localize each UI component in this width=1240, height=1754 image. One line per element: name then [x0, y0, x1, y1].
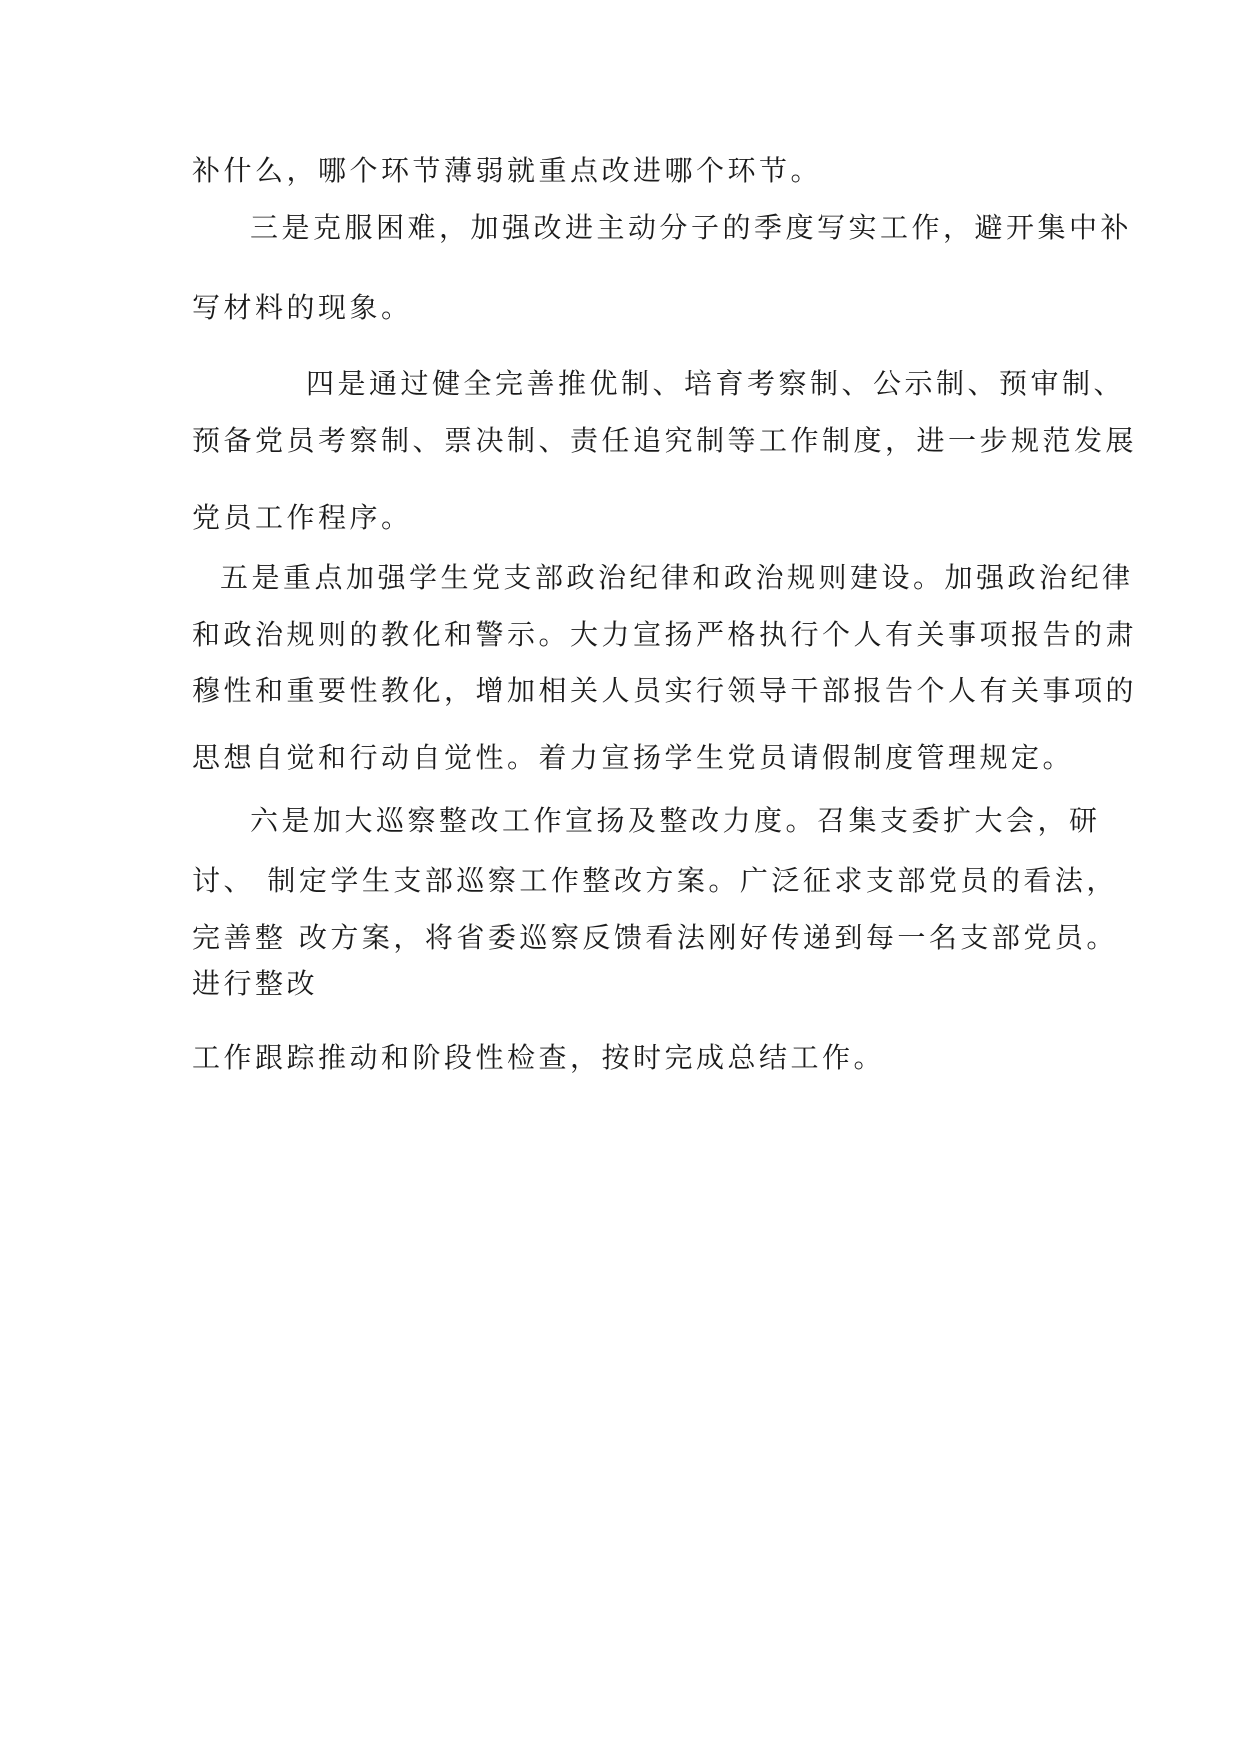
text-line: 工作跟踪推动和阶段性检查，按时完成总结工作。 — [192, 1041, 886, 1074]
text-line: 完善整 改方案，将省委巡察反馈看法刚好传递到每一名支部党员。 — [192, 921, 1118, 954]
paragraph-four-start: 四是通过健全完善推优制、培育考察制、公示制、预审制、 — [306, 367, 1126, 400]
text-line: 补什么，哪个环节薄弱就重点改进哪个环节。 — [192, 154, 823, 187]
text-line: 写材料的现象。 — [192, 291, 413, 324]
paragraph-five-start: 五是重点加强学生党支部政治纪律和政治规则建设。加强政治纪律 — [220, 561, 1134, 594]
text-line: 党员工作程序。 — [192, 501, 413, 534]
paragraph-six-start: 六是加大巡察整改工作宣扬及整改力度。召集支委扩大会，研 — [250, 804, 1101, 837]
text-line: 思想自觉和行动自觉性。着力宣扬学生党员请假制度管理规定。 — [192, 741, 1075, 774]
text-line: 穆性和重要性教化，增加相关人员实行领导干部报告个人有关事项的 — [192, 674, 1138, 707]
text-line: 进行整改 — [192, 967, 319, 1000]
text-line: 和政治规则的教化和警示。大力宣扬严格执行个人有关事项报告的肃 — [192, 618, 1138, 651]
text-line: 预备党员考察制、票决制、责任追究制等工作制度，进一步规范发展 — [192, 424, 1138, 457]
text-line: 讨、 制定学生支部巡察工作整改方案。广泛征求支部党员的看法， — [192, 864, 1118, 897]
paragraph-three-start: 三是克服困难，加强改进主动分子的季度写实工作，避开集中补 — [250, 211, 1133, 244]
